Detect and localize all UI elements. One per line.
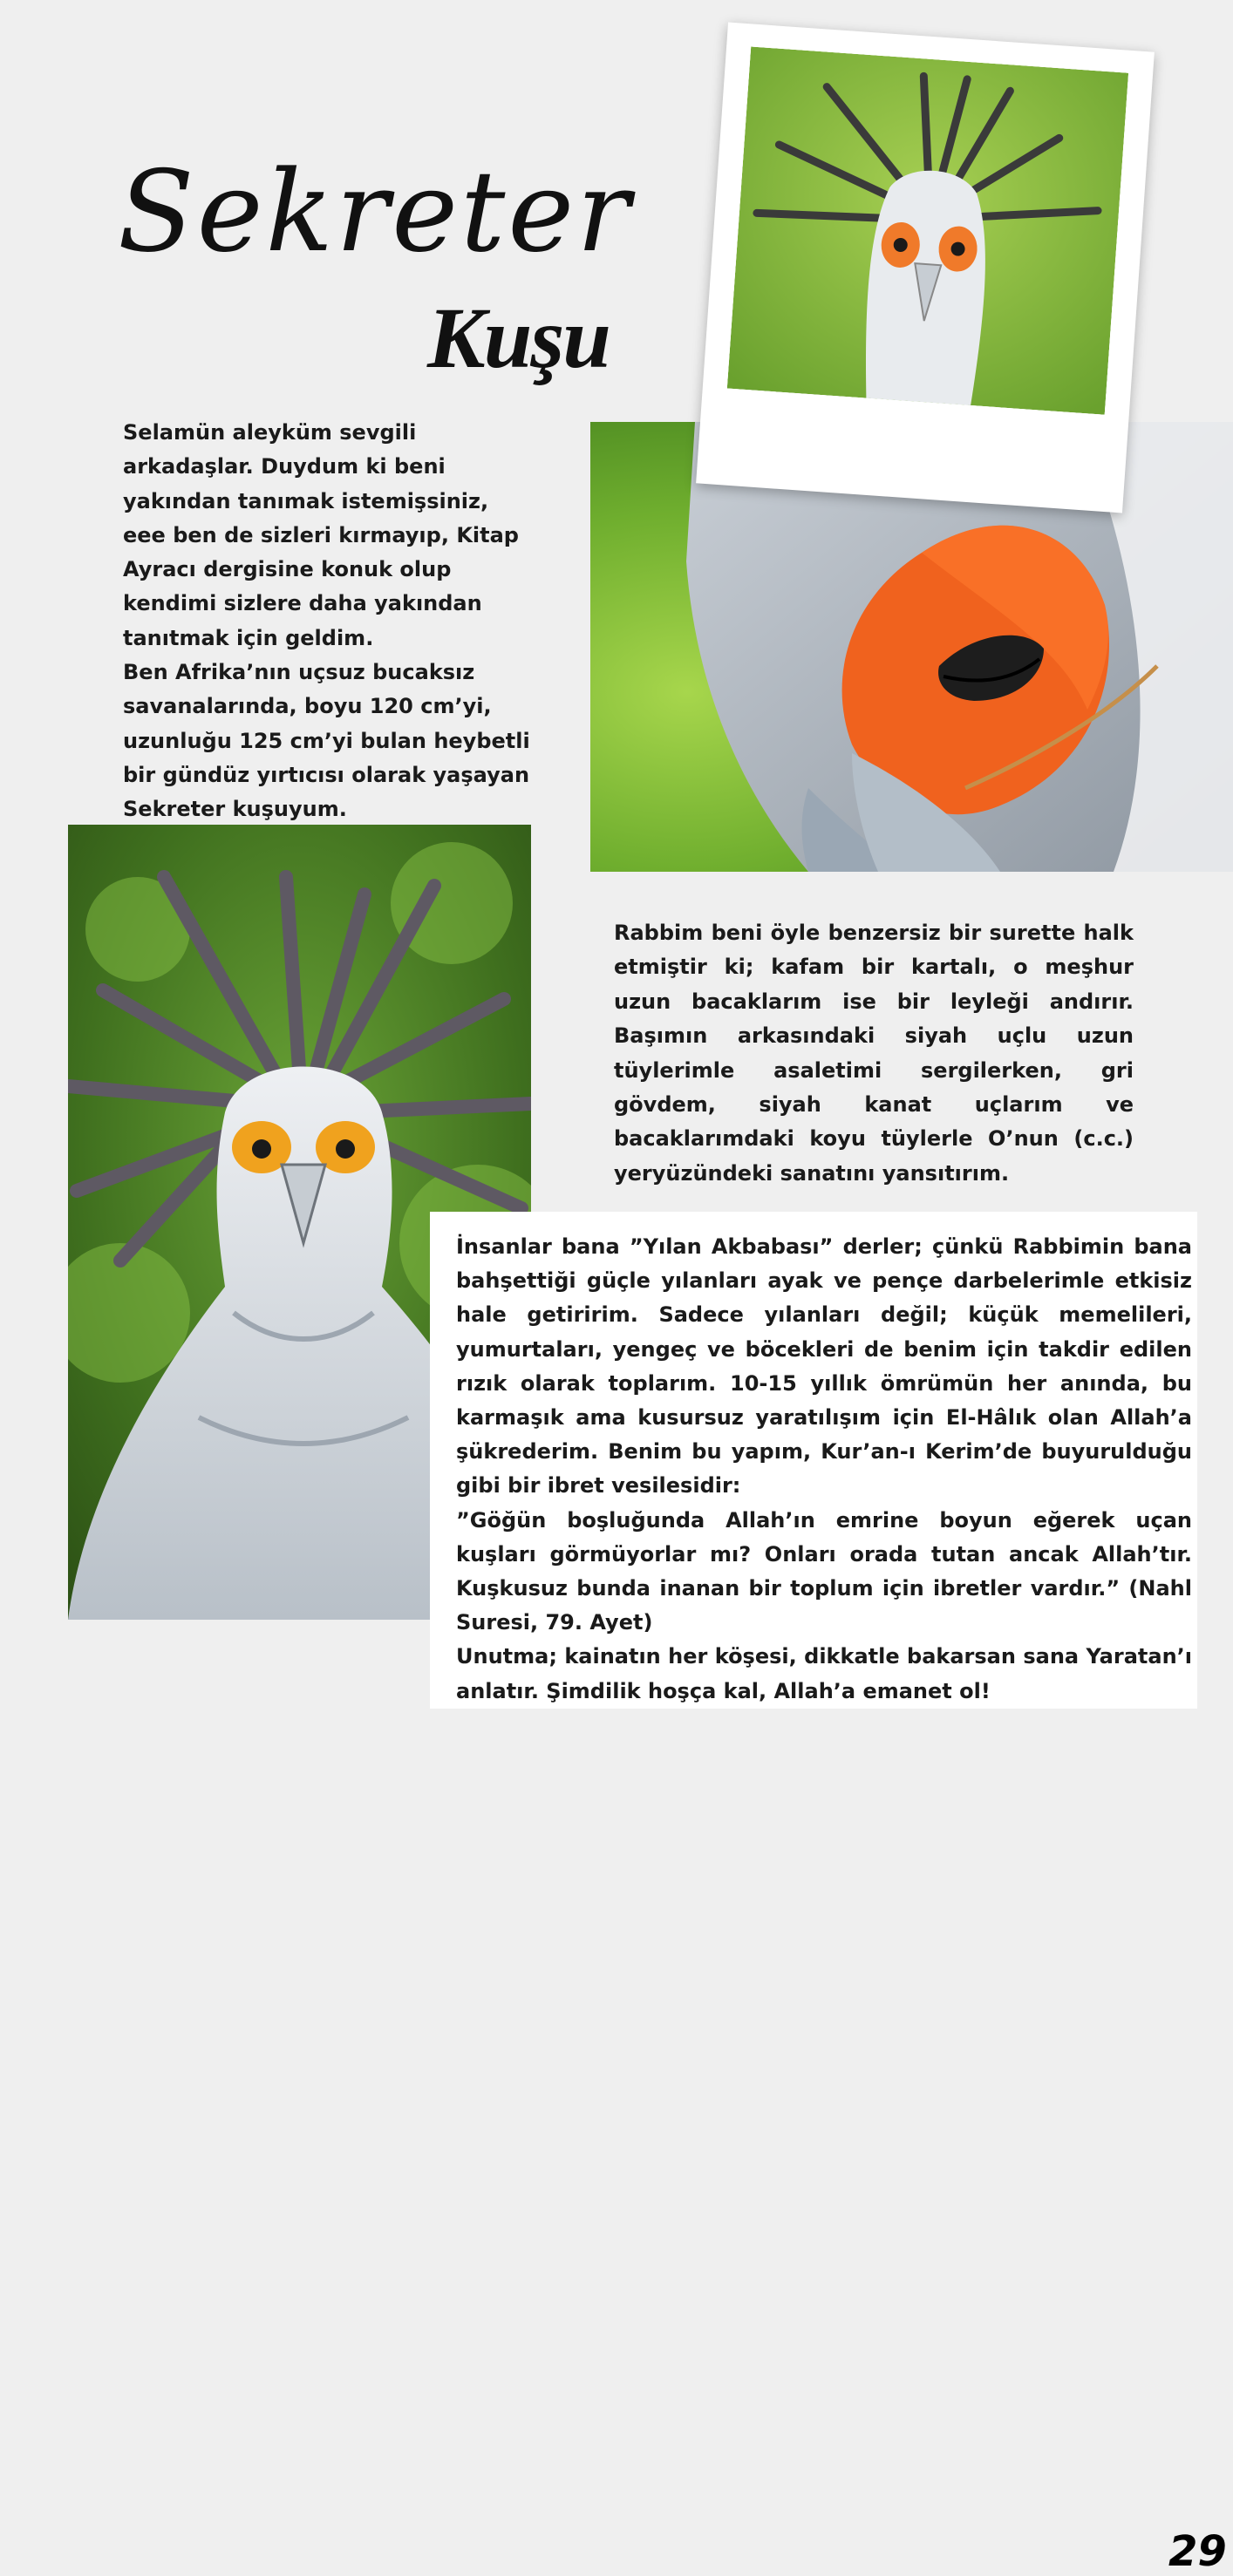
intro-text-2: Ben Afrika’nın uçsuz bucaksız savanalarında, boyu 120 cm’yi, uzunluğu 125 cm’yi bulan heybetli bir gündüz yırtıcısı olarak yaşayan Sekreter kuşuyum. <box>123 660 530 822</box>
intro-text-1: Selamün aleyküm sevgili arkadaşlar. Duydum ki beni yakından tanımak istemişsiniz, eee ben de sizleri kırmayıp, Kitap Ayracı dergisine konuk olup kendimi sizlere daha yakından tanıtmak için geldim. <box>123 420 519 650</box>
secretary-bird-crest-photo <box>727 46 1128 414</box>
box-paragraph-3: Unutma; kainatın her köşesi, dikkatle bakarsan sana Yaratan’ı anlatır. Şimdilik hoşça kal, Allah’a emanet ol! <box>456 1644 1192 1703</box>
quote-box <box>430 1212 1227 2576</box>
page-number: 29 <box>1168 2527 1227 2576</box>
box-text <box>456 1230 1192 1709</box>
title-bold: Kuşu <box>427 289 610 386</box>
title-script: Sekreter <box>118 147 633 277</box>
box-paragraph-2: ”Göğün boşluğunda Allah’ın emrine boyun eğerek uçan kuşları görmüyorlar mı? Onları orada tutan ancak Allah’tır. Kuşkusuz bunda inanan bir toplum için ibretler vardır.” (Nahl Suresi, 79. Ayet) <box>456 1507 1192 1635</box>
middle-paragraph: Rabbim beni öyle benzersiz bir surette halk etmiştir ki; kafam bir kartalı, o meşhur uzun bacaklarım ise bir leyleği andırır. Başımın arkasındaki siyah uçlu uzun tüylerimle asaletimi sergilerken, gri gövdem, siyah kanat uçlarım ve bacaklarımdaki koyu tüylerle O’nun (c.c.) yeryüzündeki sanatını yansıtırım. <box>614 921 1134 1186</box>
box-paragraph-1: İnsanlar bana ”Yılan Akbabası” derler; çünkü Rabbimin bana bahşettiği güçle yılanları ayak ve pençe darbelerimle etkisiz hale getiririm. Sadece yılanları değil; küçük memelileri, yumurtaları, yengeç ve böcekleri de benim için takdir edilen rızık olarak toplarım. 10-15 yıllık ömrümün her anında, bu karmaşık ama kusursuz yaratılışım için El-Hâlık olan Allah’a şükrederim. Benim bu yapım, Kur’an-ı Kerim’de buyurulduğu gibi bir ibret vesilesidir: <box>456 1234 1192 1499</box>
polaroid-frame <box>696 23 1155 513</box>
intro-paragraph <box>123 416 533 827</box>
